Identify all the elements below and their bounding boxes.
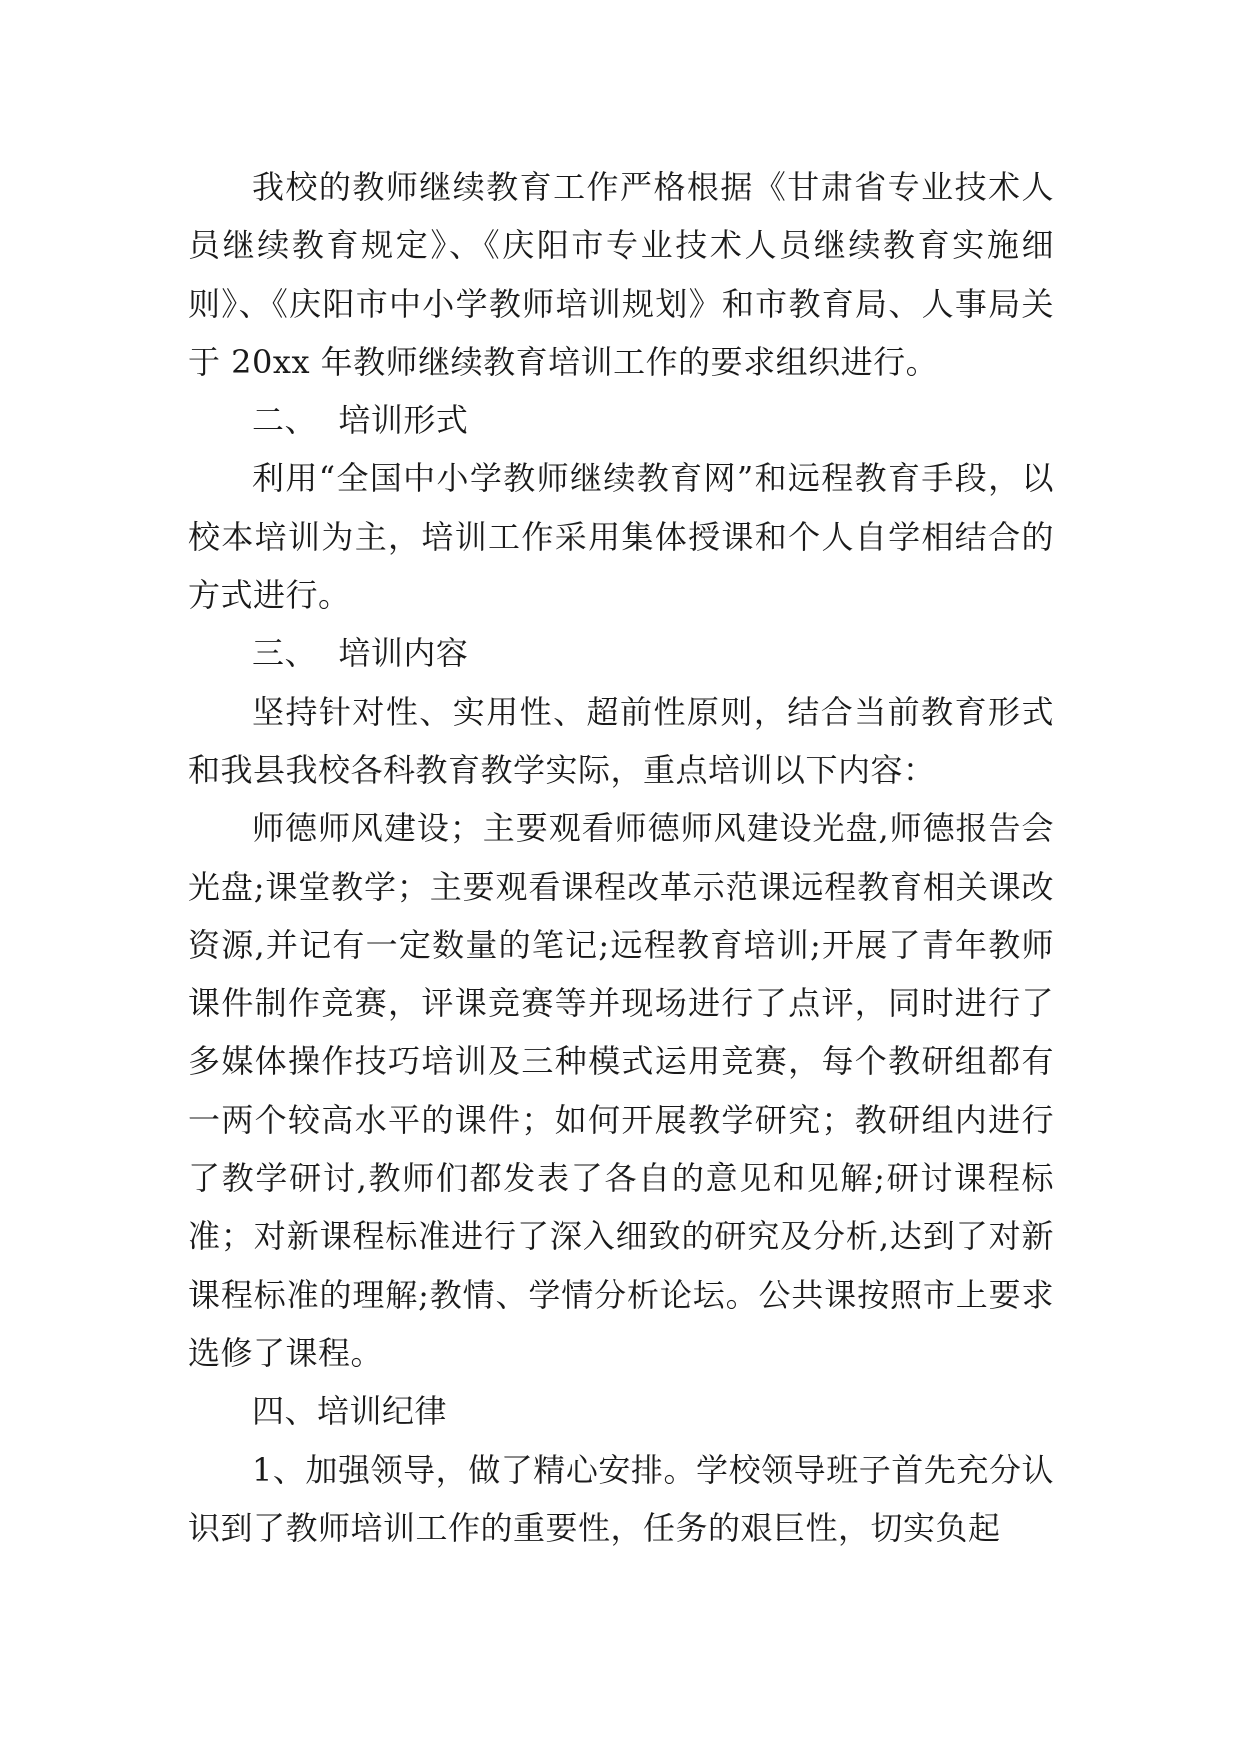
section-heading-training-form: 二、 培训形式	[252, 401, 469, 440]
section-heading-training-content: 三、 培训内容	[252, 634, 469, 673]
document-body	[188, 158, 1054, 1557]
paragraph-training-details: 师德师风建设；主要观看师德师风建设光盘,师德报告会光盘;课堂教学；主要观看课程改革示范课远程教育相关课改资源,并记有一定数量的笔记;远程教育培训;开展了青年教师课件制作竞赛，评课竞赛等并现场进行了点评，同时进行了多媒体操作技巧培训及三种模式运用竞赛，每个教研组都有一两个较高水平的课件；如何开展教学研究；教研组内进行了教学研讨,教师们都发表了各自的意见和见解;研讨课程标准；对新课程标准进行了深入细致的研究及分析,达到了对新课程标准的理解;教情、学情分析论坛。公共课按照市上要求选修了课程。	[188, 809, 1054, 1372]
paragraph-leadership: 1、加强领导，做了精心安排。学校领导班子首先充分认识到了教师培训工作的重要性，任务的艰巨性，切实负起	[188, 1450, 1054, 1547]
paragraph-training-principles: 坚持针对性、实用性、超前性原则，结合当前教育形式和我县我校各科教育教学实际，重点培训以下内容：	[188, 692, 1054, 789]
section-heading-training-discipline: 四、培训纪律	[252, 1392, 448, 1431]
paragraph-training-form: 利用“全国中小学教师继续教育网”和远程教育手段，以校本培训为主，培训工作采用集体授课和个人自学相结合的方式进行。	[188, 459, 1054, 615]
paragraph-legal-basis: 我校的教师继续教育工作严格根据《甘肃省专业技术人员继续教育规定》、《庆阳市专业技术人员继续教育实施细则》、《庆阳市中小学教师培训规划》和市教育局、人事局关于 20xx 年教师继续教育培训工作的要求组织进行。	[188, 168, 1054, 381]
